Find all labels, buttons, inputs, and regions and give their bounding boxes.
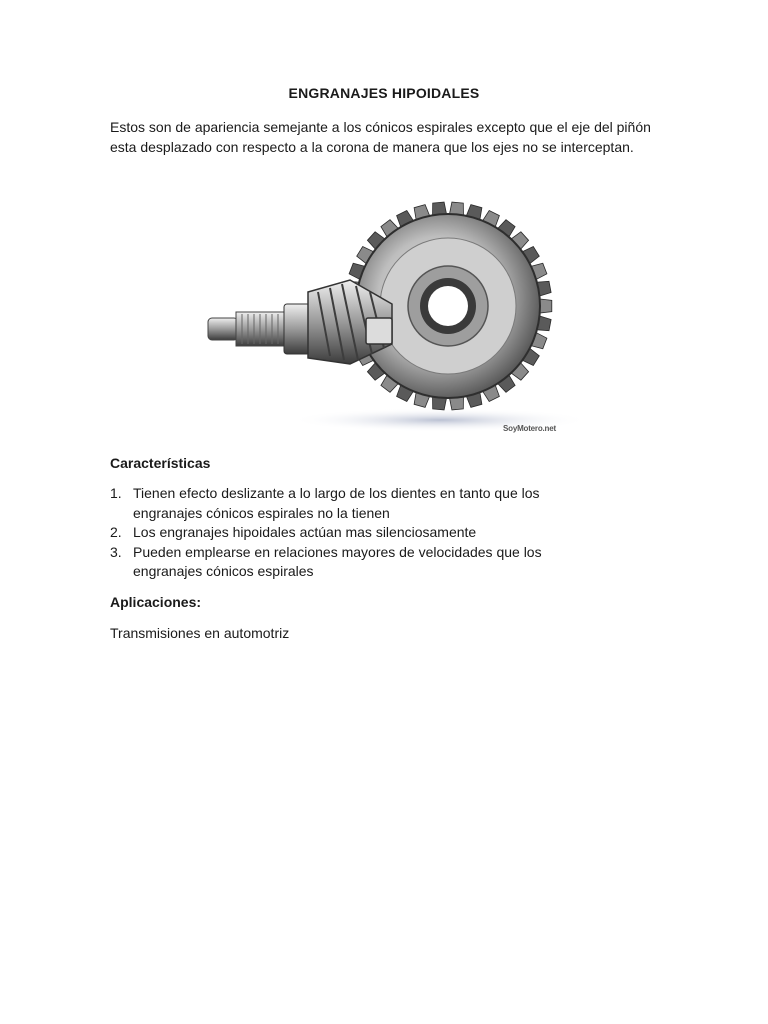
- list-item: [110, 543, 610, 582]
- ring-gear-bore: [428, 286, 468, 326]
- pinion-shaft-tip: [208, 318, 238, 340]
- list-text: Los engranajes hipoidales actúan mas silenciosamente: [133, 524, 477, 540]
- aplicaciones-text: Transmisiones en automotriz: [110, 625, 290, 641]
- image-watermark: SoyMotero.net: [503, 424, 556, 433]
- hypoid-gear-illustration: [200, 188, 580, 438]
- list-item: [110, 523, 610, 543]
- pinion-end-cap: [366, 318, 392, 344]
- hypoid-gear-figure: [200, 188, 580, 438]
- list-item: [110, 484, 610, 523]
- list-number: 3.: [110, 543, 122, 560]
- page-title: ENGRANAJES HIPOIDALES: [288, 85, 480, 101]
- pinion-bearing-collar: [284, 304, 310, 354]
- list-text: Tienen efecto deslizante a lo largo de los dientes en tanto que los engranajes cónicos espirales no la tienen: [133, 485, 540, 521]
- list-number: 2.: [110, 524, 122, 540]
- intro-paragraph: Estos son de apariencia semejante a los cónicos espirales excepto que el eje del piñón esta desplazado con respecto a la corona de manera que los ejes no se interceptan.: [110, 119, 651, 155]
- aplicaciones-heading: Aplicaciones:: [110, 594, 202, 610]
- list-text: Pueden emplearse en relaciones mayores de velocidades que los engranajes cónicos espirales: [133, 543, 542, 579]
- caracteristicas-heading: Características: [110, 455, 211, 471]
- caracteristicas-list: [110, 484, 610, 582]
- list-number: 1.: [110, 485, 122, 501]
